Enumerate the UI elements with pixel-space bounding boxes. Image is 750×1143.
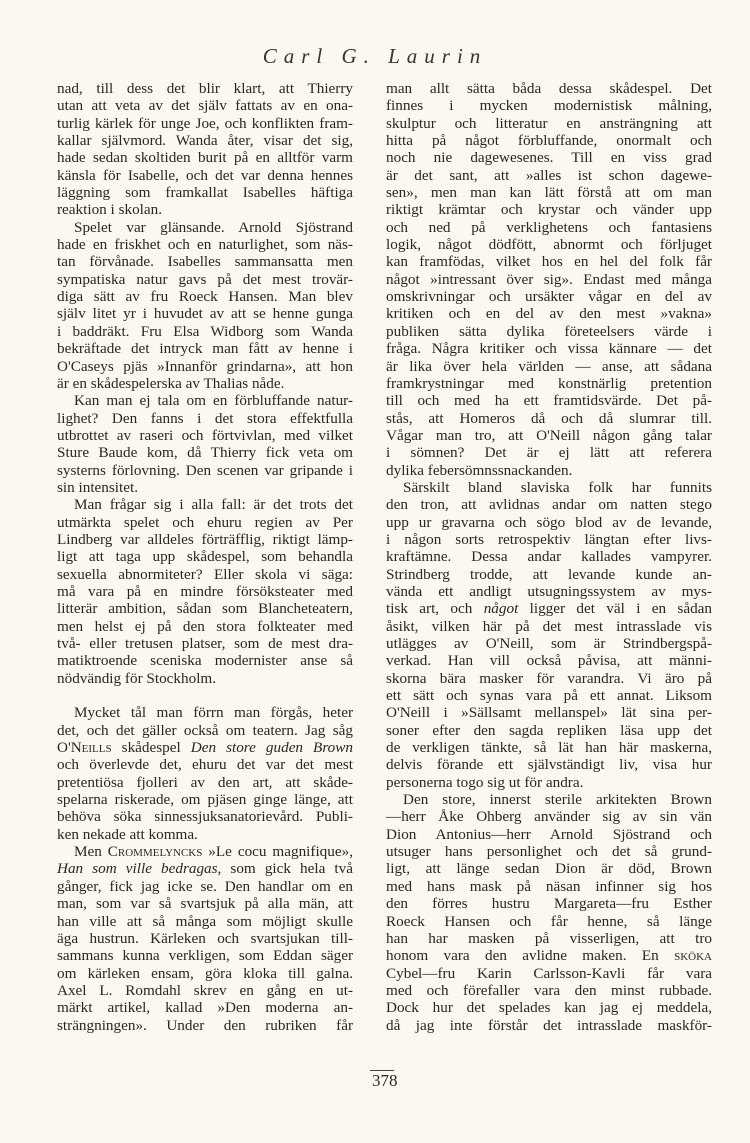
text-line: Särskilt bland slaviska folk har funnits — [403, 478, 712, 496]
text-line: sympatiska natur gavs på det mest trovär- — [57, 270, 353, 288]
text-line — [57, 739, 353, 756]
paragraph — [57, 219, 353, 392]
text-line: man allt sätta båda dessa skådespel. Det — [386, 80, 712, 97]
text-line: ligt, att länge sedan Dion är död, Brown — [386, 860, 712, 878]
running-head: Carl G. Laurin — [262, 44, 488, 68]
text-line: ligt att taga upp skådespel, som behandla — [57, 548, 353, 566]
text-line: i sömnen? Det är ej lätt att referera — [386, 444, 712, 462]
text-line: kan framfödas, vilket hos en hel del folk får — [386, 253, 712, 271]
text-segment: , som gick hela två — [217, 860, 353, 878]
text-line: han har masken på visserligen, att tro — [386, 929, 712, 947]
text-line: ken nekade att komma. — [57, 825, 198, 843]
text-line: Kan man ej tala om en förbluffande natur- — [74, 392, 353, 410]
text-line — [386, 600, 712, 617]
text-line: kallar självmord. Wanda åter, visar det sig, — [57, 132, 353, 150]
text-line: reaktion i skolan. — [57, 201, 163, 219]
text-line: framkrystningar med konstnärlig pretention — [386, 374, 712, 392]
text-line: kritiken och en del av den mest »vakna» — [386, 305, 712, 323]
text-line: riktigt krämtar och krystar och vänder upp — [386, 201, 712, 219]
italic-title: Den store guden Brown — [190, 739, 353, 757]
text-line: man, som var så svartsjuk på alla män, att — [57, 895, 353, 913]
paragraph — [57, 843, 353, 1034]
text-line: i baddräkt. Fru Elsa Widborg som Wanda — [57, 322, 353, 340]
text-line: sexuella abnormiteter? Eller skola vi säga: — [57, 565, 353, 583]
text-line: omskrivningar och ursäkter vågar en del av — [386, 288, 712, 306]
text-line: känsla för Isabelle, och det var denna hennes — [57, 166, 353, 184]
text-line: Vågar man tro, att O'Neill någon gång talar — [386, 426, 712, 444]
text-line: Den store, innerst sterile arkitekten Brown — [403, 791, 712, 809]
text-line: utlägges av O'Neill, som är Strindbergspå- — [386, 635, 712, 652]
text-line: finnes i mycken modernistisk målning, — [386, 97, 712, 115]
paragraph — [57, 704, 353, 843]
paragraph — [57, 496, 353, 687]
text-segment: tisk art, och — [386, 600, 484, 618]
text-line: ett sätt och synas vara på ett annat. Liksom — [386, 687, 712, 705]
text-line: strängningen». Under den rubriken får — [57, 1016, 353, 1034]
text-line: personerna togo sig ut för andra. — [386, 773, 584, 791]
text-line: till och med ha ett framtidsvärde. Det på- — [386, 392, 712, 410]
text-line: kraftämne. Dessa andar kallades vampyrer. — [386, 548, 712, 566]
text-line: O'Neill i »Sällsamt mellanspel» lät sina per- — [386, 704, 712, 722]
section-break — [57, 687, 353, 704]
text-line: med och förefaller vara den minst rubbade. — [386, 981, 712, 999]
text-line: skulptur och litteratur en ansträngning att — [386, 114, 712, 132]
text-line: i någon sorts retrospektiv längtan efter livs- — [386, 530, 712, 548]
text-line: utbrottet av raseri och förtvivlan, med vilket — [57, 426, 353, 444]
paragraph — [386, 791, 712, 1034]
italic-title: något — [483, 600, 519, 618]
text-line: fråga. Några kritiker och vissa kännare — det — [386, 340, 712, 358]
text-line: Mycket tål man förrn man förgås, heter — [74, 704, 353, 722]
text-line: lighet? Den fanns i det stora effektfulla — [57, 409, 353, 427]
text-line: sammans kunna verkligen, som Eddan säger — [57, 947, 353, 965]
paragraph — [57, 80, 353, 219]
text-line: Roeck Hansen och får henne, så länge — [386, 912, 712, 930]
paragraph — [57, 392, 353, 496]
text-line: utmärkta spelet och ehuru regien av Per — [57, 513, 353, 531]
text-line: litterär ambition, sådan som Blancheteatern, — [57, 600, 353, 618]
text-line: noch nie dagewesenes. Till en viss grad — [386, 149, 712, 167]
text-line — [386, 947, 712, 964]
text-line: tan förvånade. Isabelles sammansatta men — [57, 253, 353, 271]
small-caps-name: O'Neills — [57, 739, 112, 757]
text-line: han ville att så många som möjligt skulle — [57, 912, 353, 930]
text-line: äga hustrun. Kärleken och svartsjukan till- — [57, 929, 353, 947]
text-line: de verkligen tänkte, så lät han här maskerna, — [386, 739, 712, 757]
text-line: dylika febersömnssnackanden. — [386, 461, 573, 479]
text-line: Sture Baude kom, då Thierry fick veta om — [57, 444, 353, 462]
page-number: 378 — [372, 1071, 398, 1090]
text-segment: ligger det väl i en sådan — [518, 600, 713, 618]
small-caps-name: sköka — [674, 947, 712, 965]
text-line — [57, 843, 353, 860]
text-line: är lika över hela världen — anse, att sådana — [386, 357, 712, 375]
text-column-right — [386, 80, 712, 1034]
text-line: med hans mask på näsan infinner sig hos — [386, 877, 712, 895]
text-line: Man frågar sig i alla fall: är det trots det — [74, 496, 353, 514]
text-line: skorna bära masker för varandra. Vi äro på — [386, 669, 712, 687]
text-line: matiktroende sceniska modernister anse så — [57, 652, 353, 670]
text-line: och ned på verklighetens och fantasiens — [386, 218, 712, 236]
text-line: Strindberg trodde, att levande kunde an- — [386, 565, 712, 583]
paragraph — [386, 479, 712, 791]
text-line: spelarna riskerade, om pjäsen ginge länge, att — [57, 791, 353, 809]
text-line: den tron, att avlidnas andar om natten stego — [386, 496, 712, 514]
text-line: är det sant, att »alles ist schon dagewe- — [386, 166, 712, 184]
text-line: själv litet yr i huvudet av att se henne gunga — [57, 305, 353, 323]
text-segment: skådespel — [111, 739, 191, 757]
text-segment: Men — [74, 843, 108, 861]
text-segment: honom vara den avlidne maken. En — [386, 947, 675, 965]
text-line: Dock hur det spelades kan jag ej meddela, — [386, 999, 712, 1017]
text-line: nad, till dess det blir klart, att Thierry — [57, 80, 353, 97]
small-caps-name: Crommelyncks — [107, 843, 203, 861]
text-line: verkad. Han vill också påvisa, att männi- — [386, 652, 712, 670]
text-column-left — [57, 80, 353, 1034]
text-line: delvis förande ett självständigt liv, visa hur — [386, 756, 712, 774]
text-line: diga sätt av fru Roeck Hansen. Man blev — [57, 288, 353, 306]
text-line: —herr Åke Ohberg använder sig av sin vän — [386, 808, 712, 826]
text-line: Axel L. Romdahl skrev en gång en ut- — [57, 981, 353, 999]
text-line: sen», men man kan lätt förstå att om man — [386, 184, 712, 202]
paragraph — [386, 80, 712, 479]
text-line: må vara på en mindre försöksteater med — [57, 582, 353, 600]
text-line: stås, att Homeros då och då slumrar till. — [386, 409, 712, 427]
text-line: gånger, fick jag icke se. Den handlar om en — [57, 877, 353, 895]
text-line: något »intressant över sig». Endast med många — [386, 270, 712, 288]
text-line: och överlevde det, ehuru det var det mest — [57, 756, 353, 774]
text-segment: »Le cocu magnifique», — [202, 843, 353, 861]
text-line: om kärleken ensam, göra kloka till galna. — [57, 964, 353, 982]
text-line: då jag inte förstår det intrasslade maskför- — [386, 1016, 712, 1034]
text-line: vända ett andligt utsugningssystem av mys- — [386, 582, 712, 600]
text-line: Spelet var glänsande. Arnold Sjöstrand — [74, 218, 353, 236]
text-line: men helst ej på den stora folkteater med — [57, 617, 353, 635]
italic-title: Han som ville bedragas — [57, 860, 218, 878]
text-line: O'Caseys pjäs »Innanför grindarna», att hon — [57, 357, 353, 375]
text-line: hitta på något förbluffande, onormalt och — [386, 132, 712, 150]
text-line: Lindberg var alldeles förträfflig, riktigt lämp- — [57, 530, 353, 548]
text-line: Cybel—fru Karin Carlsson-Kavli får vara — [386, 964, 712, 982]
text-line: sin intensitet. — [57, 478, 138, 496]
text-line: logik, något dödfött, abnormt och förljuget — [386, 236, 712, 254]
text-line: utsuger hans personlighet och det så grund- — [386, 843, 712, 861]
text-line: systerns förlovning. Den scenen var gripande i — [57, 461, 353, 479]
text-line: två- eller tretusen platser, som de mest dra- — [57, 635, 353, 652]
text-line: pretentiösa fjolleri av den art, att skåde- — [57, 773, 353, 791]
text-line: märkt artikel, kallad »Den moderna an- — [57, 999, 353, 1017]
text-line: upp ur gravarna och sögo blod av de levande, — [386, 513, 712, 531]
text-line: turlig kärlek för unge Joe, och konflikten fram- — [57, 114, 353, 132]
text-line: Dion Antonius—herr Arnold Sjöstrand och — [386, 825, 712, 843]
text-line: bekräftade det intryck man fått av henne i — [57, 340, 353, 358]
text-line: det, och det gäller också om teatern. Jag såg — [57, 721, 353, 739]
text-line: soner efter den sagda repliken läsa upp det — [386, 721, 712, 739]
text-line: hade en friskhet och en naturlighet, som näs- — [57, 236, 353, 254]
text-line: åsikt, vilken här på det mest intrasslade vis — [386, 617, 712, 635]
text-line: nödvändig för Stockholm. — [57, 669, 217, 687]
text-line: utan att veta av det själv fattats av en ona- — [57, 97, 353, 115]
text-line: hade sedan skoltiden burit på en alltför varm — [57, 149, 353, 167]
text-line: läggning som framkallat Isabelles häftiga — [57, 184, 353, 202]
text-line: den förres hustru Margareta—fru Esther — [386, 895, 712, 913]
text-line — [57, 860, 353, 877]
text-line: är en skådespelerska av Thalias nåde. — [57, 374, 285, 392]
text-line: behöva söka sinnessjuksanatorievård. Publi- — [57, 808, 353, 826]
text-line: publiken sätta dylika företeelsers värde i — [386, 322, 712, 340]
